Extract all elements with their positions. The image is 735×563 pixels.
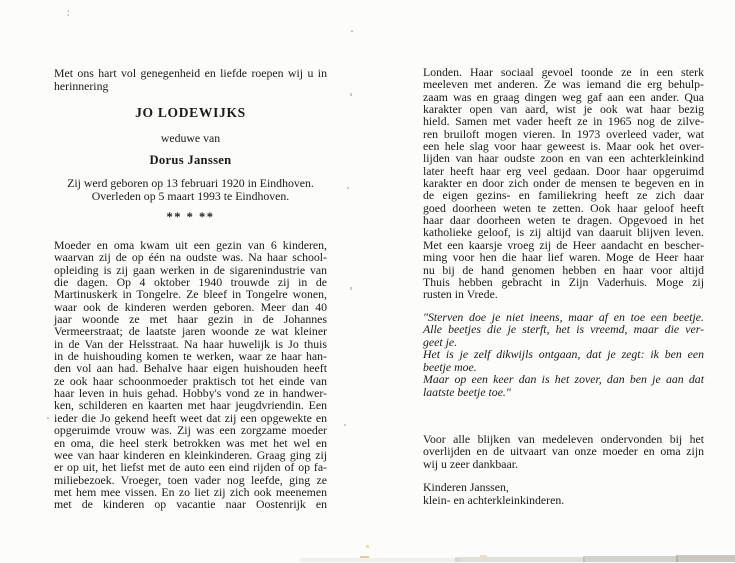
- text-line: "Sterven doe je niet ineens, maar af en toe een beetje.: [423, 310, 704, 324]
- intro-text: [54, 67, 327, 94]
- text-line: hield. Samen met vader heeft ze in 1965 nog de zilve-: [423, 114, 704, 129]
- text-line: Voor alle blijken van medeleven ondervonden bij het: [423, 432, 704, 446]
- text-line: de eigen gezins- en familiekring heeft ze zich daar: [423, 188, 704, 203]
- scan-speck: :: [65, 6, 72, 19]
- text-line: Met ons hart vol genegenheid en liefde roepen wij u in: [54, 66, 327, 80]
- text-line: Vermeerstraat; de laatste jaren woonde ze wat kleiner: [54, 324, 327, 339]
- text-line: overlijden en de uitvaart van onze moeder en oma zijn: [423, 444, 704, 459]
- deceased-name: JO LODEWIJKS: [135, 105, 246, 120]
- asterisk-separator: ** * **: [166, 210, 215, 224]
- text-line: ming voor hen die haar lief waren. Moge de Heer haar: [423, 250, 704, 265]
- text-line: lijden van haar oudste zoon en van een achterkleinkind: [423, 151, 704, 166]
- text-line: in de huishouding komen te werken, waar ze haar han-: [54, 349, 327, 364]
- scan-edge-artifact: [480, 555, 487, 557]
- spouse-name: Dorus Janssen: [149, 153, 232, 167]
- text-line: waar ook de kinderen werden geboren. Meer dan 40: [54, 299, 327, 314]
- text-line: herinnering: [54, 79, 109, 94]
- text-line: opleiding is zij gaan werken in de sigarenindustrie van: [54, 262, 327, 277]
- text-line: Martinuskerk in Tongelre. Ze bleef in Tongelre wonen,: [54, 287, 327, 302]
- scan-speck: [47, 417, 49, 419]
- text-line: in de Van der Helsstraat. Na haar huwelijk is Jo thuis: [54, 336, 327, 351]
- text-line: ken, schilderen en kaarten met haar jeugdvriendin. Een: [54, 398, 327, 413]
- birth-death-dates: [54, 177, 327, 204]
- text-line: karakter en door zich onder de mensen te begeven en in: [423, 176, 704, 191]
- text-line: Moeder en oma kwam uit een gezin van 6 kinderen,: [54, 238, 327, 252]
- text-line: en oma, die heel sterk betrokken was met het wel en: [54, 435, 327, 450]
- text-line: geet je.: [423, 334, 458, 349]
- scan-edge-artifact: [300, 558, 460, 562]
- scan-speck: [351, 30, 353, 32]
- text-line: rusten in Vrede.: [423, 287, 498, 302]
- scan-edge-artifact: [366, 545, 369, 548]
- text-line: een hele slag voor haar geweest is. Maar ook het over-: [423, 139, 704, 154]
- text-line: later heeft haar erg veel gedaan. Door haar opgeruimd: [423, 163, 704, 178]
- scan-speck: [350, 93, 352, 96]
- text-line: ieder die Jo gekend heeft weet dat zij een opgewekte en: [54, 410, 327, 425]
- text-line: Overleden op 5 maart 1993 te Eindhoven.: [91, 189, 290, 204]
- text-line: den vol aan had. Behalve haar eigen huishouden heeft: [54, 361, 327, 376]
- poem-quote: [423, 311, 704, 398]
- text-line: zaam was en graag dingen weg gaf aan een ander. Qua: [423, 89, 704, 104]
- text-line: Kinderen Janssen,: [423, 480, 509, 494]
- text-line: laatste beetje toe.": [423, 384, 511, 399]
- scan-speck: [347, 187, 349, 189]
- text-line: Thuis hebben gebracht in Zijn Vaderhuis. Moge zij: [423, 274, 704, 289]
- text-line: ze ook haar schoonmoeder praktisch tot het einde van: [54, 373, 327, 388]
- left-page-body-text: [54, 239, 327, 511]
- text-line: met de kinderen op vacantie naar Oostenrijk en: [54, 497, 327, 512]
- scan-edge-artifact: [583, 556, 678, 562]
- text-line: waarvan zij de op één na oudste was. Na haar school-: [54, 250, 327, 265]
- text-line: jaar woonde ze met haar gezin in de Johannes: [54, 312, 327, 327]
- signature-text: [423, 481, 704, 507]
- scan-edge-artifact: [455, 557, 585, 562]
- right-page-body-text: [423, 66, 704, 301]
- scan-speck: [344, 424, 346, 426]
- text-line: karakter open van aard, wist je ook wat haar bezig: [423, 102, 704, 117]
- relation-label: weduwe van: [160, 131, 221, 145]
- text-line: die dagen. Op 4 oktober 1940 trouwde zij in de: [54, 275, 327, 290]
- text-line: haar leven in huis gehad. Hobby's vond ze in handwer-: [54, 386, 327, 401]
- text-line: Zij werd geboren op 13 februari 1920 in Eindhoven.: [67, 176, 314, 190]
- text-line: Londen. Haar sociaal gevoel toonde ze in een sterk: [423, 65, 704, 79]
- text-line: wee van haar kinderen en kleinkinderen. Graag ging zij: [54, 447, 327, 462]
- text-line: Alle beetjes die je sterft, het is vreemd, maar die ver-: [423, 322, 704, 337]
- text-line: met hem mee vissen. En zo liet zij zich ook meenemen: [54, 484, 327, 499]
- text-line: miliebezoek. Vroeger, toen vader nog leefde, ging ze: [54, 472, 327, 487]
- scan-edge-artifact: [360, 556, 369, 558]
- text-line: opgeruimde vrouw was. Zij was een zorgzame moeder: [54, 423, 327, 438]
- text-line: Het is je zelf dikwijls ontgaan, dat je zegt: ik ben een: [423, 347, 704, 362]
- text-line: meeleven met anderen. Ze was iemand die erg behulp-: [423, 77, 704, 92]
- text-line: Met een kaarsje vroeg zij de Heer aandacht en bescher-: [423, 237, 704, 252]
- scan-edge-artifact: [676, 555, 735, 562]
- text-line: er op uit, het liefst met de auto een eind rijden of op fa-: [54, 460, 327, 475]
- text-line: Maar op een keer dan is het zover, dan ben je aan dat: [423, 372, 704, 387]
- text-line: ren bruiloft mogen vieren. In 1973 overleed vader, wat: [423, 126, 704, 141]
- text-line: klein- en achterkleinkinderen.: [423, 493, 565, 508]
- text-line: wij u zeer dankbaar.: [423, 456, 518, 471]
- text-line: beetje moe.: [423, 359, 477, 374]
- text-line: haar daar doorheen weten te dragen. Opgevoed in het: [423, 213, 704, 228]
- scan-speck: [350, 287, 352, 290]
- text-line: nu bij de hand genomen hebben en haar voor altijd: [423, 262, 704, 277]
- text-line: katholieke geloof, is zij altijd van daaruit blijven leven.: [423, 225, 704, 240]
- text-line: goed doorheen weten te zetten. Ook haar geloof heeft: [423, 200, 704, 215]
- acknowledgement-text: [423, 433, 704, 470]
